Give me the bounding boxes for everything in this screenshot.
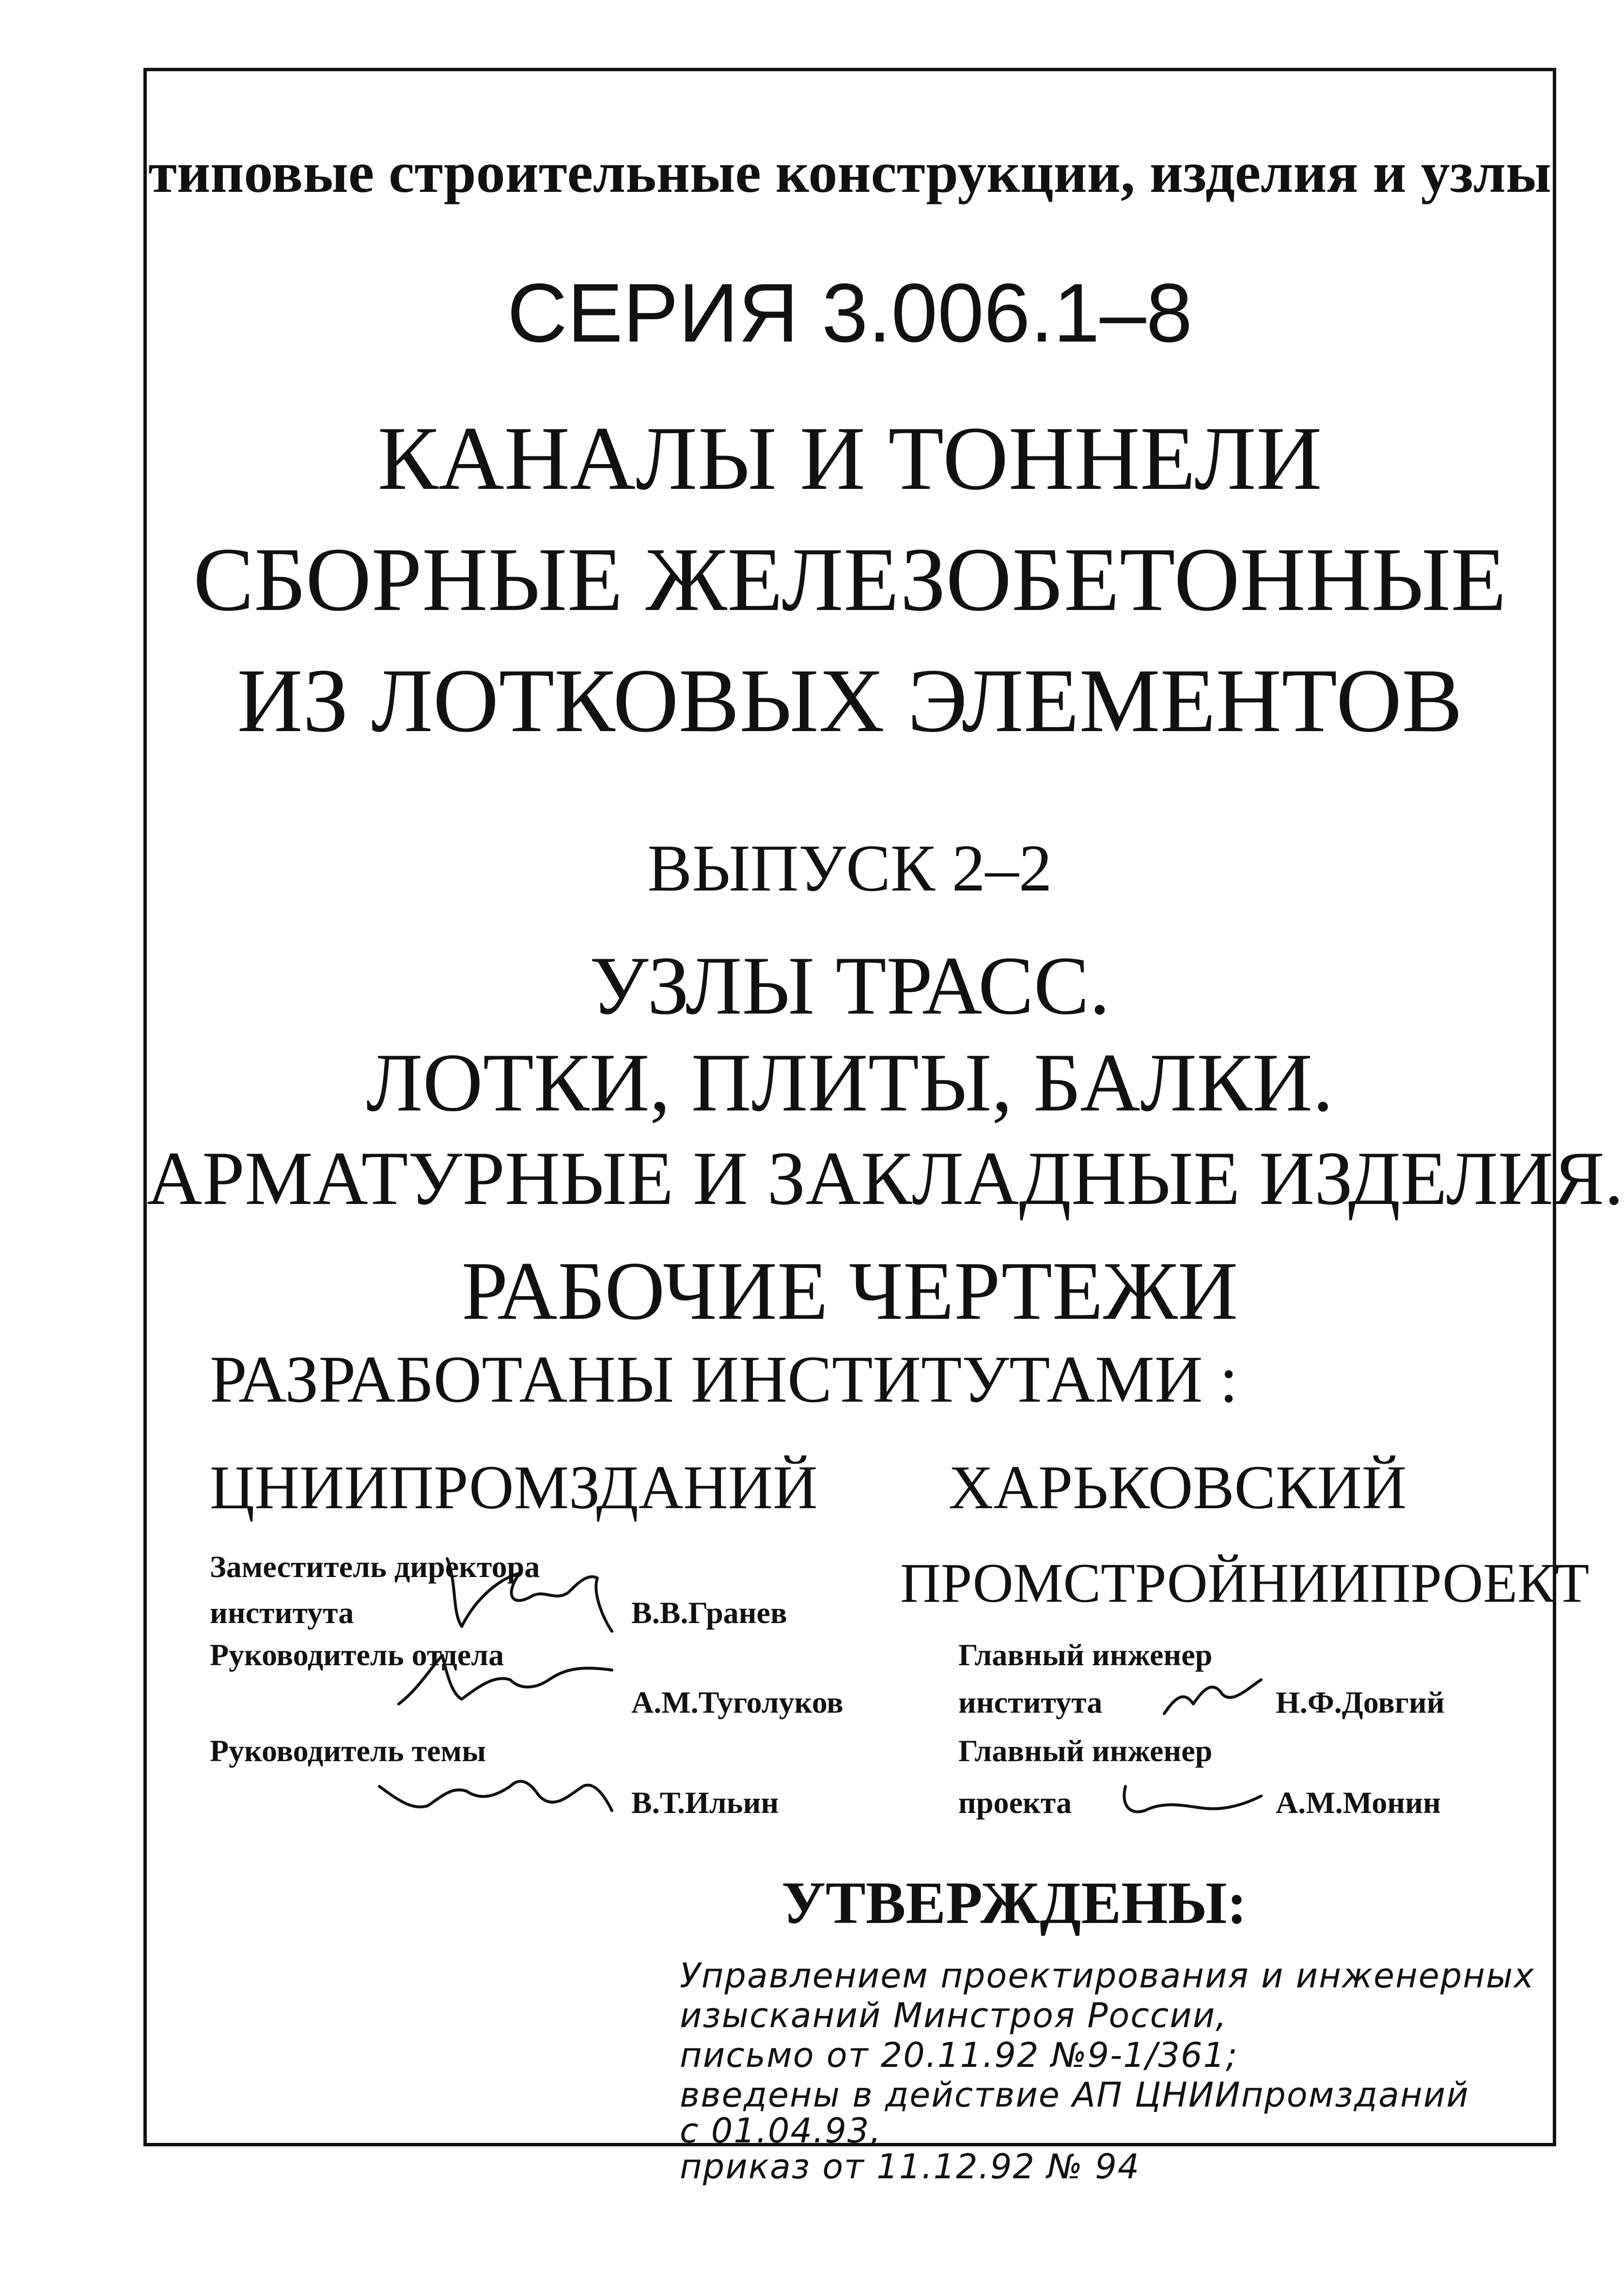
approval-line-2: изысканий Минстроя России, xyxy=(680,1996,1228,2035)
left-role-1b: института xyxy=(210,1595,354,1630)
left-name-1: В.В.Гранев xyxy=(631,1595,787,1630)
issue-number: ВЫПУСК 2–2 xyxy=(647,831,1052,905)
left-role-3: Руководитель темы xyxy=(210,1734,486,1768)
right-institute-name-b: ПРОМСТРОЙНИИПРОЕКТ xyxy=(900,1552,1590,1614)
developed-by-heading: РАЗРАБОТАНЫ ИНСТИТУТАМИ : xyxy=(210,1342,1238,1416)
title-line-3: ИЗ ЛОТКОВЫХ ЭЛЕМЕНТОВ xyxy=(237,650,1463,751)
title-line-2: СБОРНЫЕ ЖЕЛЕЗОБЕТОННЫЕ xyxy=(193,529,1507,630)
left-institute-name: ЦНИИПРОМЗДАНИЙ xyxy=(210,1453,818,1522)
right-role-1a: Главный инженер xyxy=(958,1638,1213,1672)
signature-monin xyxy=(1111,1767,1271,1830)
document-subtitle: типовые строительные конструкции, изделия и узлы xyxy=(148,140,1551,204)
issue-line-1: УЗЛЫ ТРАСС. xyxy=(589,940,1110,1032)
signature-dovgiy xyxy=(1155,1660,1271,1728)
signature-granev xyxy=(428,1539,631,1641)
signature-ilyin xyxy=(370,1757,622,1835)
approval-heading: УТВЕРЖДЕНЫ: xyxy=(781,1870,1247,1936)
left-name-3: В.Т.Ильин xyxy=(631,1785,779,1820)
signature-tugolukov xyxy=(389,1646,622,1719)
approval-line-4: введены в действие АП ЦНИИпромзданий xyxy=(680,2075,1469,2115)
issue-line-3: АРМАТУРНЫЕ И ЗАКЛАДНЫЕ ИЗДЕЛИЯ. xyxy=(147,1136,1624,1221)
approval-line-6: приказ от 11.12.92 № 94 xyxy=(680,2147,1140,2187)
right-institute-name-a: ХАРЬКОВСКИЙ xyxy=(949,1453,1407,1522)
right-name-2: А.М.Монин xyxy=(1276,1785,1441,1820)
left-role-1a: Заместитель директора xyxy=(210,1549,540,1584)
page-frame xyxy=(143,68,1624,2187)
series-number: СЕРИЯ 3.006.1–8 xyxy=(507,266,1193,359)
approval-line-1: Управлением проектирования и инженерных xyxy=(680,1956,1535,1996)
left-role-2: Руководитель отдела xyxy=(210,1638,504,1672)
right-name-1: Н.Ф.Довгий xyxy=(1276,1685,1445,1719)
right-role-1b: института xyxy=(958,1685,1103,1719)
title-line-1: КАНАЛЫ И ТОННЕЛИ xyxy=(377,407,1322,509)
issue-line-4: РАБОЧИЕ ЧЕРТЕЖИ xyxy=(461,1245,1238,1337)
left-name-2: А.М.Туголуков xyxy=(631,1685,843,1719)
right-role-2b: проекта xyxy=(958,1785,1072,1820)
issue-line-2: ЛОТКИ, ПЛИТЫ, БАЛКИ. xyxy=(366,1037,1334,1129)
approval-line-5: с 01.04.93, xyxy=(680,2111,882,2151)
right-role-2a: Главный инженер xyxy=(958,1734,1213,1768)
approval-line-3: письмо от 20.11.92 №9-1/361; xyxy=(680,2035,1238,2075)
